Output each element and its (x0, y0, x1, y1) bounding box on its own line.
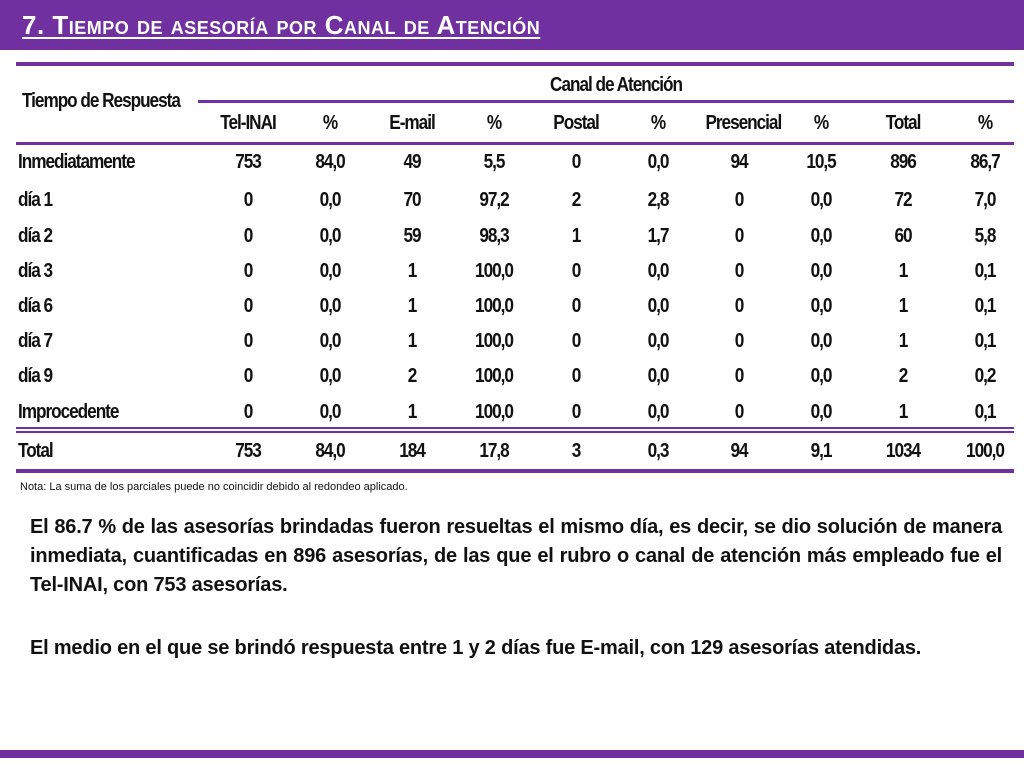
row-label: día 9 (18, 365, 53, 387)
total-cell: 3 (571, 440, 581, 462)
total-cell: 9,1 (810, 440, 832, 462)
table-cell: 0 (734, 401, 744, 423)
table-cell: 0 (243, 189, 253, 211)
table-cell: 59 (403, 225, 421, 247)
table-cell: 0 (571, 401, 581, 423)
summary-paragraph-2: El medio en el que se brindó respuesta entre 1 y 2 días fue E-mail, con 129 asesorías atendidas. (30, 637, 922, 659)
table-cell: 0 (571, 365, 581, 387)
table-cell: 0 (243, 401, 253, 423)
total-cell: 17,8 (479, 440, 509, 462)
table-cell: 0 (734, 225, 744, 247)
table-cell: 0 (734, 330, 744, 352)
table-cell: 0 (243, 295, 253, 317)
column-header-percent: % (486, 112, 502, 134)
table-cell: 0 (243, 365, 253, 387)
table-cell: 2 (407, 365, 417, 387)
column-header-postal: Postal (553, 112, 599, 134)
title-bar (0, 0, 1024, 50)
table-cell: 0,0 (810, 189, 832, 211)
table-cell: 0,0 (810, 295, 832, 317)
table-cell: 100,0 (475, 365, 513, 387)
table-cell: 5,5 (483, 151, 505, 173)
table-cell: 1 (898, 260, 908, 282)
total-cell: 184 (399, 440, 425, 462)
row-label: día 3 (18, 260, 53, 282)
table-cell: 0,1 (974, 330, 996, 352)
column-header-percent: % (813, 112, 829, 134)
table-cell: 0,0 (319, 189, 341, 211)
table-cell: 7,0 (974, 189, 996, 211)
table-cell: 1 (898, 295, 908, 317)
table-cell: 2 (898, 365, 908, 387)
table-cell: 0,0 (319, 330, 341, 352)
table-cell: 100,0 (475, 401, 513, 423)
table-cell: 100,0 (475, 260, 513, 282)
table-cell: 2,8 (647, 189, 669, 211)
table-cell: 72 (894, 189, 912, 211)
group-header-rule (198, 100, 1014, 103)
total-cell: 0,3 (647, 440, 669, 462)
column-header-percent: % (322, 112, 338, 134)
table-cell: 1 (898, 330, 908, 352)
table-cell: 0,0 (810, 260, 832, 282)
total-cell: 94 (730, 440, 748, 462)
table-cell: 49 (403, 151, 421, 173)
table-cell: 1 (898, 401, 908, 423)
table-cell: 0,0 (647, 151, 669, 173)
table-cell: 0,0 (810, 365, 832, 387)
footer-bar (0, 750, 1024, 758)
table-cell: 1 (407, 401, 417, 423)
column-header-presencial: Presencial (705, 112, 782, 134)
table-cell: 0,0 (319, 225, 341, 247)
total-cell: 1034 (885, 440, 921, 462)
table-cell: 60 (894, 225, 912, 247)
table-cell: 0,0 (647, 260, 669, 282)
table-cell: 0,2 (974, 365, 996, 387)
total-cell: 84,0 (315, 440, 345, 462)
table-cell: 84,0 (315, 151, 345, 173)
table-cell: 0 (734, 365, 744, 387)
total-rule-lower (16, 431, 1014, 433)
table-cell: 0,0 (810, 401, 832, 423)
table-cell: 0,0 (319, 401, 341, 423)
table-bottom-rule (16, 469, 1014, 473)
table-cell: 100,0 (475, 330, 513, 352)
row-label: día 2 (18, 225, 53, 247)
column-header-total: Total (885, 112, 921, 134)
table-cell: 1 (571, 225, 581, 247)
table-cell: 0,1 (974, 401, 996, 423)
row-label: Improcedente (18, 401, 119, 423)
table-cell: 5,8 (974, 225, 996, 247)
table-cell: 100,0 (475, 295, 513, 317)
table-cell: 896 (890, 151, 916, 173)
summary-paragraph-1: El 86.7 % de las asesorías brindadas fueron resueltas el mismo día, es decir, se dio solución de manera inmediata, cuantificadas en 896 asesorías, de las que el rubro o canal de atención más empleado fue el Tel-INAI, con 753 asesorías. (30, 516, 1002, 596)
total-cell: 753 (235, 440, 261, 462)
table-cell: 0,0 (810, 225, 832, 247)
table-cell: 0 (571, 151, 581, 173)
table-cell: 0,0 (319, 260, 341, 282)
table-cell: 94 (730, 151, 748, 173)
table-cell: 97,2 (479, 189, 509, 211)
table-cell: 0 (571, 330, 581, 352)
table-cell: 0 (734, 189, 744, 211)
table-cell: 0 (734, 295, 744, 317)
row-label: día 1 (18, 189, 53, 211)
table-cell: 1 (407, 295, 417, 317)
group-header: Canal de Atención (550, 74, 682, 96)
table-cell: 0 (243, 225, 253, 247)
row-label: Inmediatamente (18, 151, 135, 173)
slide-title: 7. Tiempo de asesoría por Canal de Atención (22, 10, 541, 40)
table-cell: 0 (243, 260, 253, 282)
table-cell: 1 (407, 260, 417, 282)
table-cell: 1,7 (647, 225, 669, 247)
column-header-e-mail: E-mail (389, 112, 435, 134)
table-cell: 70 (403, 189, 421, 211)
table-cell: 10,5 (806, 151, 836, 173)
table-cell: 1 (407, 330, 417, 352)
table-note: Nota: La suma de los parciales puede no coincidir debido al redondeo aplicado. (20, 481, 408, 493)
total-rule-upper (16, 427, 1014, 429)
table-cell: 0 (734, 260, 744, 282)
table-cell: 0 (243, 330, 253, 352)
table-top-rule (16, 62, 1014, 66)
row-header-label: Tiempo de Respuesta (22, 90, 180, 112)
table-cell: 0 (571, 260, 581, 282)
table-cell: 753 (235, 151, 261, 173)
column-header-percent: % (977, 112, 993, 134)
table-cell: 2 (571, 189, 581, 211)
row-label: día 6 (18, 295, 53, 317)
table-cell: 0,1 (974, 295, 996, 317)
total-cell: 100,0 (966, 440, 1004, 462)
table-cell: 0,0 (647, 401, 669, 423)
table-cell: 0,0 (647, 365, 669, 387)
table-cell: 0,0 (319, 365, 341, 387)
table-cell: 0,0 (319, 295, 341, 317)
table-cell: 0 (571, 295, 581, 317)
table-cell: 0,0 (810, 330, 832, 352)
row-label: día 7 (18, 330, 53, 352)
table-cell: 0,0 (647, 330, 669, 352)
table-cell: 0,1 (974, 260, 996, 282)
table-cell: 0,0 (647, 295, 669, 317)
column-header-percent: % (650, 112, 666, 134)
table-cell: 86,7 (970, 151, 1000, 173)
header-rule (16, 142, 1014, 145)
total-row-label: Total (18, 440, 53, 462)
column-header-tel-inai: Tel-INAI (220, 112, 276, 134)
table-cell: 98,3 (479, 225, 509, 247)
